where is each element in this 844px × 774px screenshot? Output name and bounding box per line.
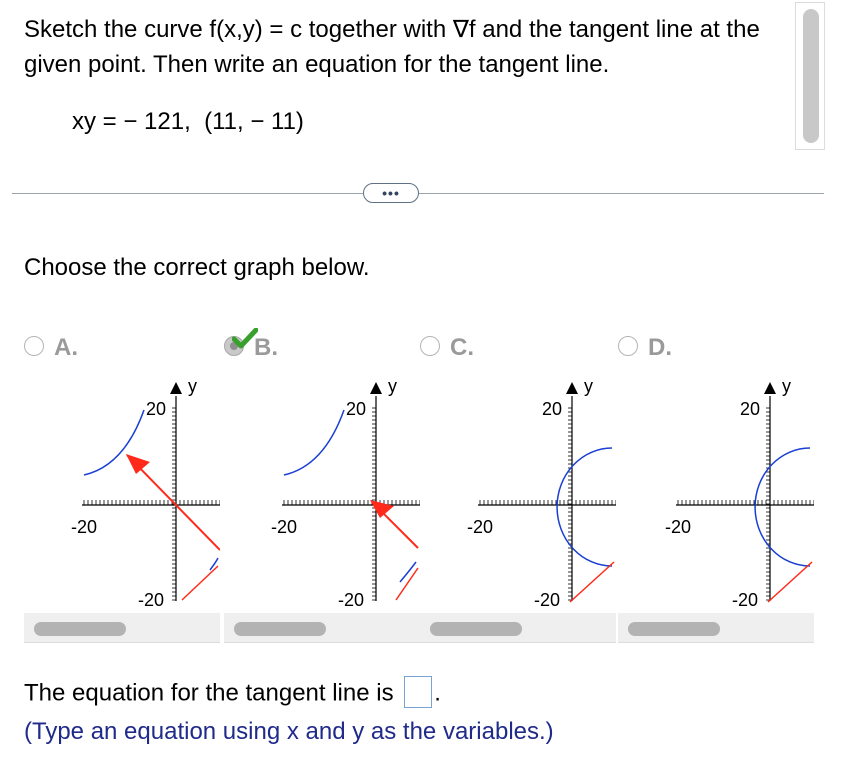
axis-ticks xyxy=(84,408,220,600)
y-axis-arrow-icon xyxy=(566,382,578,394)
answer-label: The equation for the tangent line is xyxy=(24,679,394,707)
y-tick-top-label: 20 xyxy=(541,399,562,419)
option-c-letter: C. xyxy=(450,334,474,361)
answer-period: . xyxy=(434,679,441,707)
y-axis-label: y xyxy=(782,376,791,396)
radio-option-a[interactable] xyxy=(24,336,44,356)
x-tick-left-label: -20 xyxy=(466,517,494,537)
answer-input[interactable] xyxy=(404,676,432,708)
axis-ticks xyxy=(678,408,814,600)
option-c-pill xyxy=(430,622,522,636)
circle-curve xyxy=(557,448,612,566)
option-d-bar xyxy=(618,613,814,643)
y-tick-top-label: 20 xyxy=(345,399,366,419)
option-a[interactable] xyxy=(24,330,220,645)
tangent-line-segment xyxy=(768,562,812,602)
y-tick-top-label: 20 xyxy=(145,399,166,419)
y-tick-bottom-label: -20 xyxy=(731,590,758,610)
radio-option-c[interactable] xyxy=(420,336,440,356)
option-a-pill xyxy=(34,622,126,636)
option-a-letter: A. xyxy=(54,334,78,361)
tangent-line-segment xyxy=(182,566,218,600)
y-tick-bottom-label: -20 xyxy=(337,590,364,610)
gradient-arrow-icon xyxy=(370,500,394,518)
graph-c xyxy=(420,370,616,610)
curve-branch-lower xyxy=(400,562,416,582)
answer-instruction: (Type an equation using x and y as the variables.) xyxy=(24,718,554,745)
choose-prompt: Choose the correct graph below. xyxy=(24,254,370,281)
option-d[interactable] xyxy=(618,330,814,645)
option-b[interactable] xyxy=(224,330,420,645)
option-b-bar xyxy=(224,613,420,643)
given-equation: xy = − 121, (11, − 11) xyxy=(72,108,304,135)
option-c-bar xyxy=(420,613,616,643)
radio-option-d[interactable] xyxy=(618,336,638,356)
y-axis-label: y xyxy=(188,376,197,396)
y-axis-arrow-icon xyxy=(170,382,182,394)
option-b-letter: B. xyxy=(254,334,278,361)
y-tick-top-label: 20 xyxy=(739,399,760,419)
x-tick-left-label: -20 xyxy=(664,517,692,537)
circle-curve xyxy=(755,448,810,566)
y-axis-arrow-icon xyxy=(764,382,776,394)
option-c[interactable] xyxy=(420,330,616,645)
x-tick-left-label: -20 xyxy=(70,517,98,537)
option-b-pill xyxy=(234,622,326,636)
answer-row xyxy=(24,678,441,710)
scrollbar-thumb[interactable] xyxy=(803,9,819,143)
axis-ticks xyxy=(480,408,616,600)
option-a-bar xyxy=(24,613,220,643)
graph-a xyxy=(24,370,220,610)
graph-b xyxy=(224,370,420,610)
option-d-letter: D. xyxy=(648,334,672,361)
y-axis-arrow-icon xyxy=(370,382,382,394)
y-tick-bottom-label: -20 xyxy=(533,590,560,610)
question-text: Sketch the curve f(x,y) = c together with ∇f and the tangent line at the given point. Then write an equation for the tangent line. xyxy=(24,16,760,78)
y-axis-label: y xyxy=(388,376,397,396)
gradient-arrow-icon xyxy=(126,454,150,474)
graph-d xyxy=(618,370,814,610)
tangent-line-segment xyxy=(570,562,614,602)
curve-branch-lower xyxy=(210,558,218,570)
curve-branch xyxy=(284,410,344,475)
scrollbar[interactable] xyxy=(795,2,825,150)
axis-ticks xyxy=(284,408,420,600)
more-button[interactable]: ••• xyxy=(363,183,419,203)
y-tick-bottom-label: -20 xyxy=(137,590,164,610)
x-tick-left-label: -20 xyxy=(270,517,298,537)
y-axis-label: y xyxy=(584,376,593,396)
option-d-pill xyxy=(628,622,720,636)
